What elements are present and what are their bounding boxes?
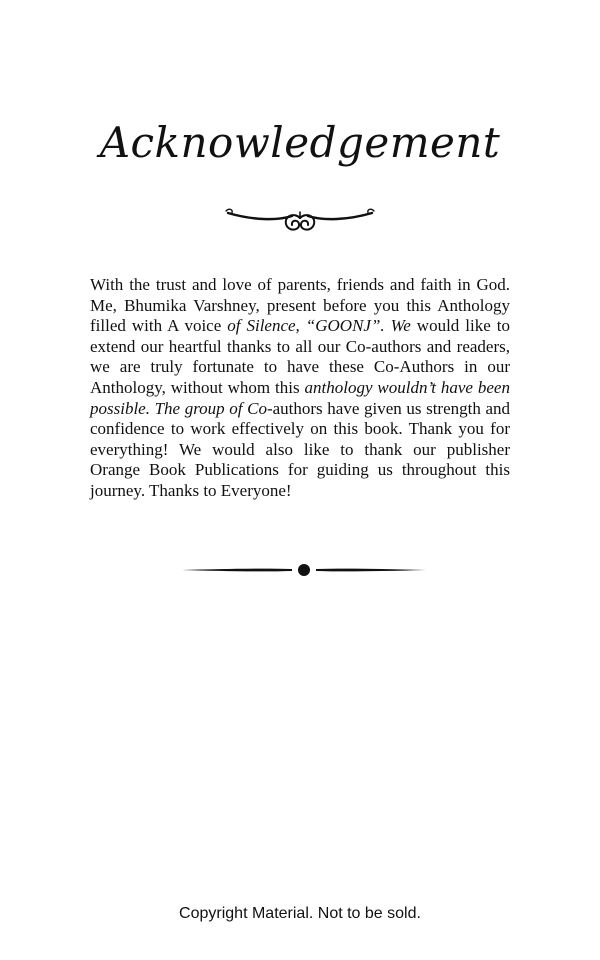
copyright-footer: Copyright Material. Not to be sold. [179, 905, 421, 922]
body-text-segment: authors have given us strength and confidence to work effectively on this book. Thank you for everything! We would also like to thank our publisher Orange Book Publications for guiding us throughout this journey. Thanks to Everyone! [90, 398, 510, 500]
body-text-segment-italic: of Silence, “GOONJ”. We [227, 316, 411, 336]
bullet-divider-icon [180, 560, 428, 580]
page-title: Acknowledgement [99, 118, 501, 167]
body-text-segment-italic: anthology wouldn’t have been possible. The group of Co- [90, 377, 510, 418]
body-text-segment: would like to extend our heartful thanks to all our Co-authors and readers, we are truly fortunate to have these Co-Authors in our Anthology, without whom this [90, 316, 510, 397]
flourish-ornament-icon [222, 204, 378, 240]
acknowledgement-paragraph [90, 275, 510, 502]
body-text-segment: With the trust and love of parents, friends and faith in God. Me, Bhumika Varshney, present before you this Anthology filled with A voice [90, 275, 510, 336]
